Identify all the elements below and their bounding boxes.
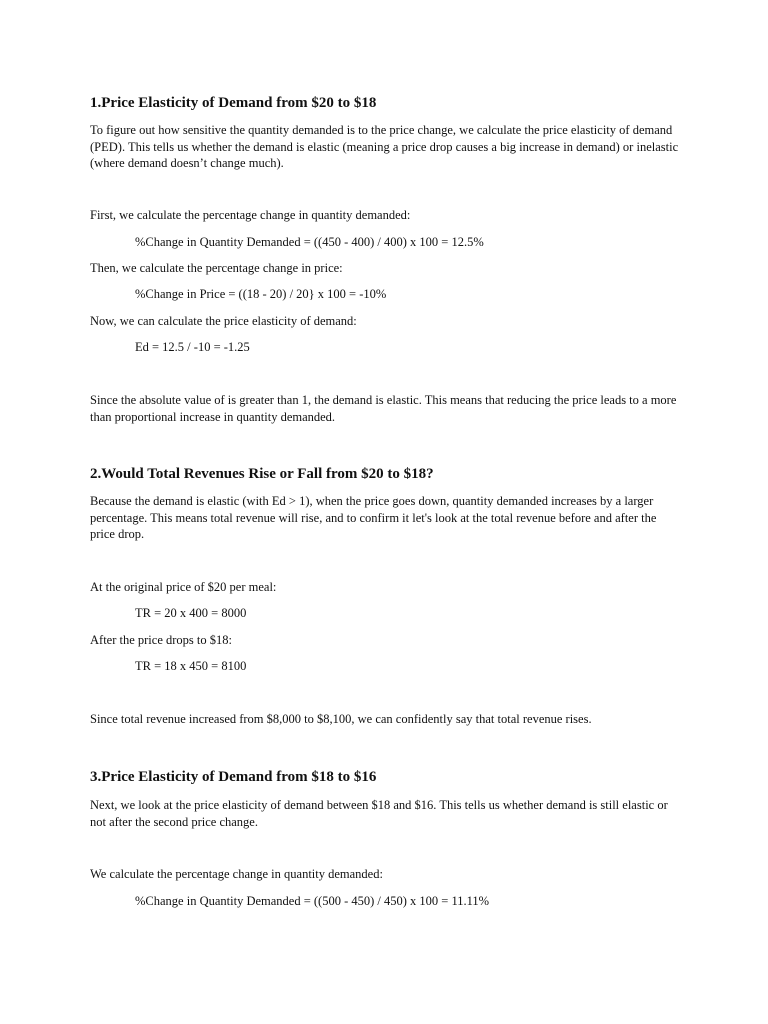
section-3-step1-text: We calculate the percentage change in quantity demanded: (90, 867, 383, 881)
section-1-intro: To figure out how sensitive the quantity demanded is to the price change, we calculate the price elasticity of demand (PED). This tells us whether the demand is elastic (meaning a price drop causes a big increase in demand) or inelastic (where demand doesn’t change much). (90, 123, 679, 170)
section-2-step1-text: At the original price of $20 per meal: (90, 580, 277, 594)
section-1-conclusion: Since the absolute value of is greater than 1, the demand is elastic. This means that reducing the price leads to a more than proportional increase in quantity demanded. (90, 393, 677, 424)
section-3-step1-equation: %Change in Quantity Demanded = ((500 - 450) / 450) x 100 = 11.11% (135, 894, 490, 908)
section-2-step1-equation: TR = 20 x 400 = 8000 (135, 606, 247, 620)
section-1-heading: 1.Price Elasticity of Demand from $20 to $18 (90, 95, 377, 111)
section-2-intro: Because the demand is elastic (with Ed > 1), when the price goes down, quantity demanded increases by a larger percentage. This means total revenue will rise, and to confirm it let's look at the total revenue before and after the price drop. (90, 494, 657, 541)
section-2-step2-equation: TR = 18 x 450 = 8100 (135, 659, 247, 673)
section-2-conclusion: Since total revenue increased from $8,000 to $8,100, we can confidently say that total revenue rises. (90, 712, 592, 726)
section-3-intro: Next, we look at the price elasticity of demand between $18 and $16. This tells us whether demand is still elastic or not after the second price change. (90, 798, 668, 829)
section-2-step2-text: After the price drops to $18: (90, 633, 232, 647)
section-1-step2-text: Then, we calculate the percentage change in price: (90, 261, 343, 275)
section-1-step3-text: Now, we can calculate the price elasticity of demand: (90, 314, 357, 328)
section-1-step1-text: First, we calculate the percentage change in quantity demanded: (90, 208, 411, 222)
section-2-heading: 2.Would Total Revenues Rise or Fall from $20 to $18? (90, 466, 434, 482)
section-3-heading: 3.Price Elasticity of Demand from $18 to $16 (90, 769, 377, 785)
section-1-step2-equation: %Change in Price = ((18 - 20) / 20} x 100 = -10% (135, 287, 387, 301)
section-1-step3-equation: Ed = 12.5 / -10 = -1.25 (135, 340, 250, 354)
section-1-step1-equation: %Change in Quantity Demanded = ((450 - 400) / 400) x 100 = 12.5% (135, 235, 484, 249)
